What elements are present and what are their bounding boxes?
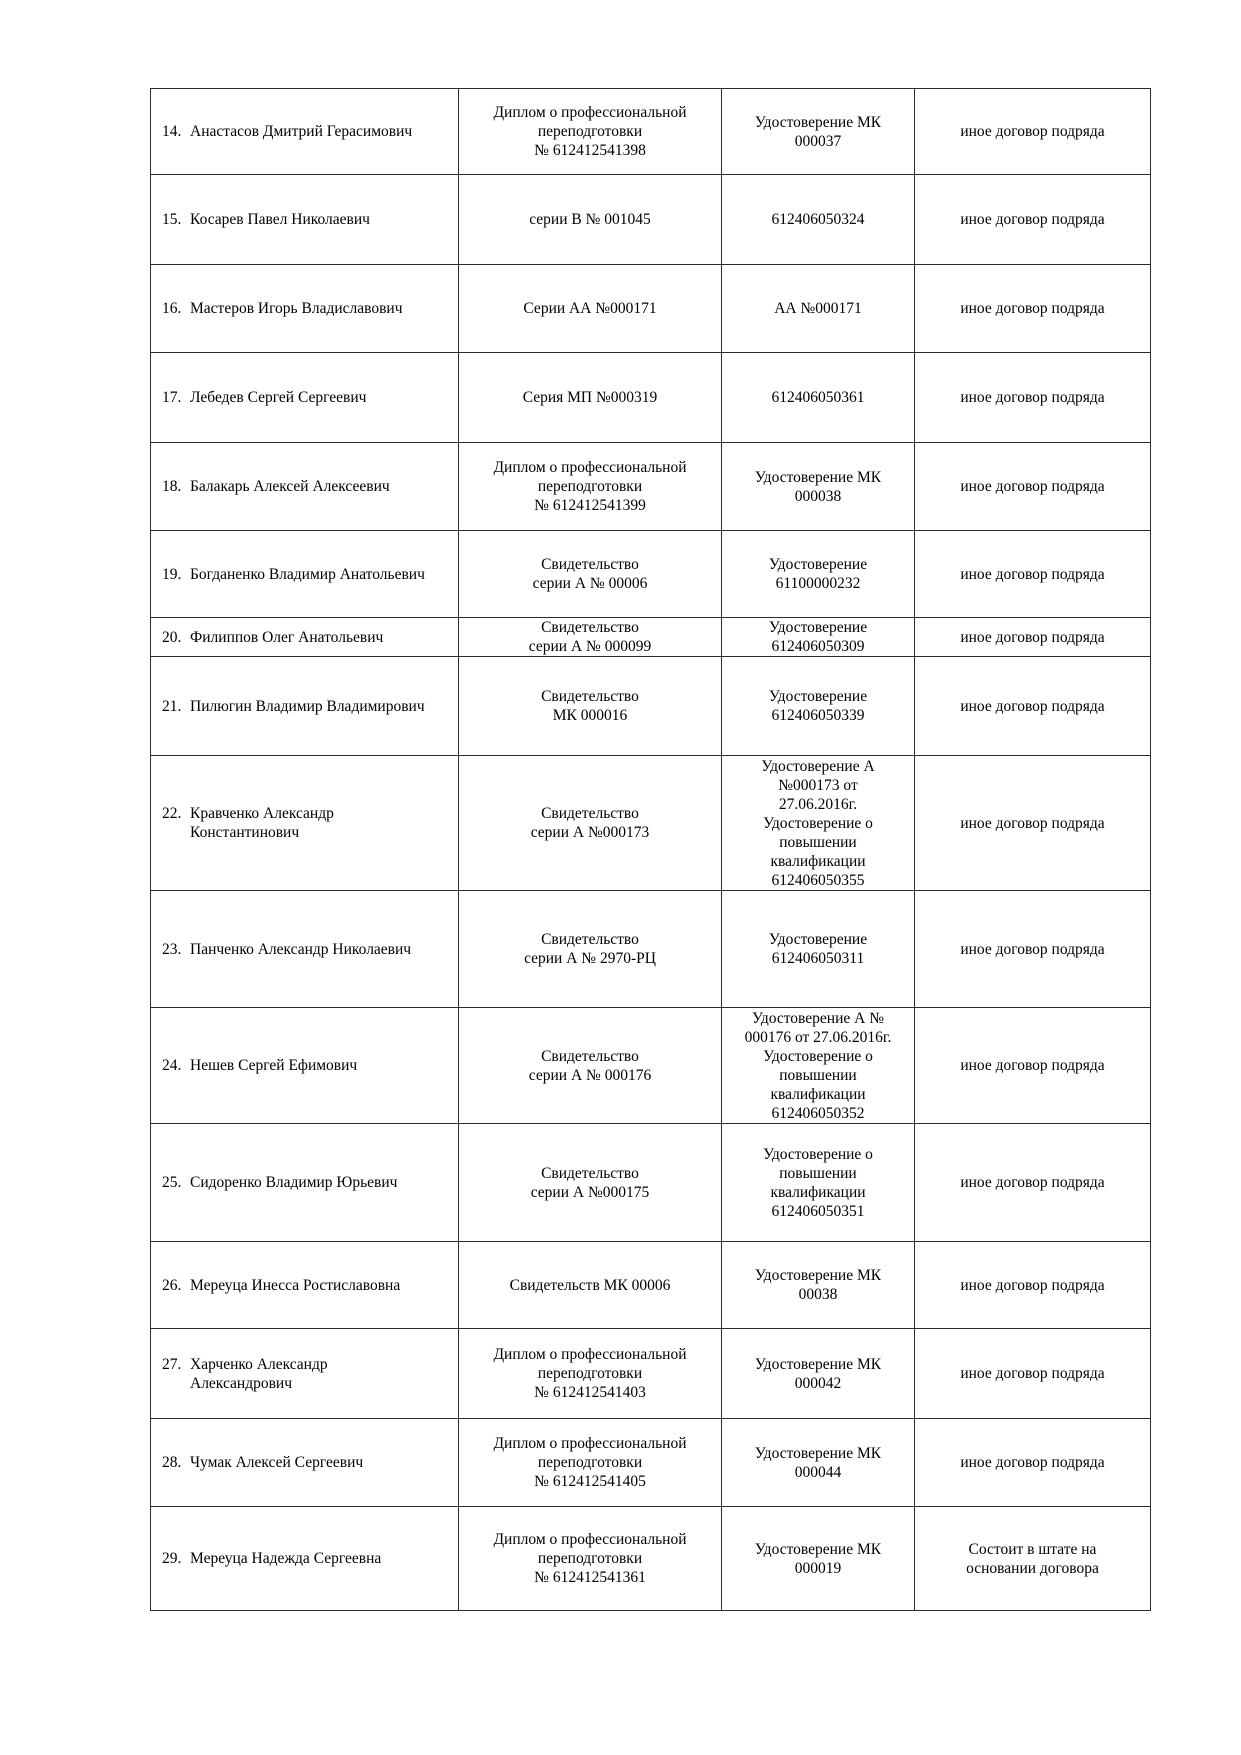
person-cell: [151, 1329, 459, 1419]
qualification-certificate: Удостоверение МК 000037: [722, 89, 915, 175]
person-name: Чумак Алексей Сергеевич: [190, 1454, 364, 1471]
education-document: серии В № 001045: [459, 175, 722, 265]
person-cell: [151, 1008, 459, 1124]
education-document: Свидетельство серии А №000173: [459, 756, 722, 891]
person-name: Филиппов Олег Анатольевич: [190, 628, 384, 646]
row-number: 17.: [162, 389, 182, 406]
table-row: [151, 618, 1151, 657]
person-cell: [151, 1242, 459, 1329]
employment-basis: иное договор подряда: [915, 1242, 1151, 1329]
table-row: [151, 1507, 1151, 1611]
table-row: [151, 1008, 1151, 1124]
row-number: 22.: [162, 805, 182, 822]
qualification-certificate: Удостоверение 612406050339: [722, 657, 915, 756]
table-row: [151, 1242, 1151, 1329]
row-number: 25.: [162, 1174, 182, 1191]
employment-basis: иное договор подряда: [915, 1419, 1151, 1507]
qualification-certificate: Удостоверение 612406050309: [722, 618, 915, 657]
employment-basis: иное договор подряда: [915, 1124, 1151, 1242]
employment-basis: иное договор подряда: [915, 89, 1151, 175]
person-name: Панченко Александр Николаевич: [190, 940, 412, 958]
employment-basis: иное договор подряда: [915, 891, 1151, 1008]
person-cell: [151, 265, 459, 353]
education-document: Свидетельство серии А № 000099: [459, 618, 722, 657]
employment-basis: иное договор подряда: [915, 657, 1151, 756]
qualification-certificate: Удостоверение 61100000232: [722, 531, 915, 618]
qualification-certificate: Удостоверение о повышении квалификации 612406050351: [722, 1124, 915, 1242]
qualification-certificate: АА №000171: [722, 265, 915, 353]
person-name: Харченко Александр Александрович: [190, 1355, 328, 1392]
education-document: Свидетельство серии А № 00006: [459, 531, 722, 618]
person-name: Пилюгин Владимир Владимирович: [190, 697, 425, 715]
qualification-certificate: Удостоверение МК 000019: [722, 1507, 915, 1611]
person-cell: [151, 657, 459, 756]
person-cell: [151, 353, 459, 443]
table-row: [151, 89, 1151, 175]
qualification-certificate: Удостоверение А №000173 от 27.06.2016г. Удостоверение о повышении квалификации 612406050355: [722, 756, 915, 891]
row-number: 27.: [162, 1355, 182, 1373]
table-row: [151, 531, 1151, 618]
person-name: Балакарь Алексей Алексеевич: [190, 478, 390, 495]
person-name: Мереуца Инесса Ростиславовна: [190, 1276, 401, 1294]
employment-basis: иное договор подряда: [915, 1008, 1151, 1124]
row-number: 26.: [162, 1276, 182, 1294]
qualification-certificate: Удостоверение 612406050311: [722, 891, 915, 1008]
table-row: [151, 756, 1151, 891]
employment-basis: иное договор подряда: [915, 175, 1151, 265]
person-name: Сидоренко Владимир Юрьевич: [190, 1174, 398, 1191]
row-number: 18.: [162, 478, 182, 495]
row-number: 29.: [162, 1550, 182, 1567]
person-cell: [151, 443, 459, 531]
person-name: Нешев Сергей Ефимович: [190, 1057, 358, 1074]
qualification-certificate: Удостоверение МК 00038: [722, 1242, 915, 1329]
row-number: 24.: [162, 1057, 182, 1074]
table-row: [151, 1419, 1151, 1507]
education-document: Свидетельство серии А № 000176: [459, 1008, 722, 1124]
employment-basis: иное договор подряда: [915, 756, 1151, 891]
education-document: Серии АА №000171: [459, 265, 722, 353]
personnel-table: [150, 88, 1151, 1611]
education-document: Свидетельств МК 00006: [459, 1242, 722, 1329]
education-document: Диплом о профессиональной переподготовки № 612412541361: [459, 1507, 722, 1611]
person-cell: [151, 1124, 459, 1242]
qualification-certificate: Удостоверение МК 000038: [722, 443, 915, 531]
qualification-certificate: Удостоверение МК 000042: [722, 1329, 915, 1419]
education-document: Диплом о профессиональной переподготовки № 612412541405: [459, 1419, 722, 1507]
employment-basis: иное договор подряда: [915, 1329, 1151, 1419]
employment-basis: иное договор подряда: [915, 443, 1151, 531]
person-name: Анастасов Дмитрий Герасимович: [190, 123, 413, 140]
table-row: [151, 353, 1151, 443]
person-name: Косарев Павел Николаевич: [190, 211, 370, 228]
person-cell: [151, 175, 459, 265]
employment-basis: иное договор подряда: [915, 353, 1151, 443]
employment-basis: Состоит в штате на основании договора: [915, 1507, 1151, 1611]
person-cell: [151, 1419, 459, 1507]
table-row: [151, 1329, 1151, 1419]
qualification-certificate: 612406050361: [722, 353, 915, 443]
qualification-certificate: 612406050324: [722, 175, 915, 265]
education-document: Диплом о профессиональной переподготовки № 612412541403: [459, 1329, 722, 1419]
row-number: 16.: [162, 300, 182, 317]
employment-basis: иное договор подряда: [915, 265, 1151, 353]
row-number: 20.: [162, 628, 182, 646]
table-row: [151, 265, 1151, 353]
table-row: [151, 1124, 1151, 1242]
person-name: Богданенко Владимир Анатольевич: [190, 565, 425, 583]
person-cell: [151, 531, 459, 618]
table-row: [151, 175, 1151, 265]
education-document: Свидетельство МК 000016: [459, 657, 722, 756]
row-number: 21.: [162, 697, 182, 715]
person-name: Лебедев Сергей Сергеевич: [190, 389, 367, 406]
education-document: Свидетельство серии А № 2970-РЦ: [459, 891, 722, 1008]
person-name: Мереуца Надежда Сергеевна: [190, 1550, 382, 1567]
row-number: 14.: [162, 123, 182, 140]
person-cell: [151, 89, 459, 175]
qualification-certificate: Удостоверение МК 000044: [722, 1419, 915, 1507]
employment-basis: иное договор подряда: [915, 531, 1151, 618]
table-row: [151, 657, 1151, 756]
person-name: Кравченко Александр Константинович: [190, 805, 334, 841]
row-number: 28.: [162, 1454, 182, 1471]
education-document: Диплом о профессиональной переподготовки № 612412541398: [459, 89, 722, 175]
person-cell: [151, 618, 459, 657]
education-document: Серия МП №000319: [459, 353, 722, 443]
employment-basis: иное договор подряда: [915, 618, 1151, 657]
person-cell: [151, 891, 459, 1008]
qualification-certificate: Удостоверение А № 000176 от 27.06.2016г. Удостоверение о повышении квалификации 612406050352: [722, 1008, 915, 1124]
person-cell: [151, 1507, 459, 1611]
table-row: [151, 443, 1151, 531]
education-document: Свидетельство серии А №000175: [459, 1124, 722, 1242]
row-number: 23.: [162, 940, 182, 958]
table-row: [151, 891, 1151, 1008]
education-document: Диплом о профессиональной переподготовки № 612412541399: [459, 443, 722, 531]
person-name: Мастеров Игорь Владиславович: [190, 300, 403, 317]
person-cell: [151, 756, 459, 891]
row-number: 15.: [162, 211, 182, 228]
row-number: 19.: [162, 565, 182, 583]
